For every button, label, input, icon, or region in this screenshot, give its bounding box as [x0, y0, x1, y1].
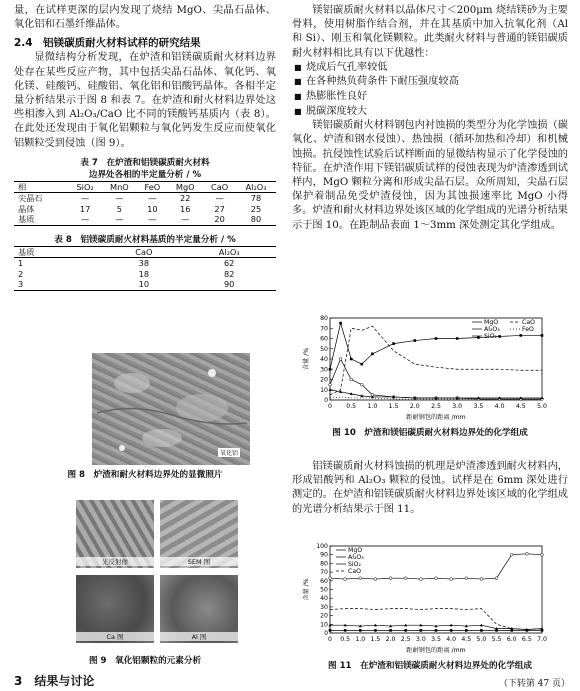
y-tick-label: 30 — [320, 366, 328, 374]
paragraph: 镁铝碳质耐火材料钢包内衬蚀损的类型分为化学蚀损（碳氧化、炉渣和钢水侵蚀）、热蚀损（循环加热和冷却）和机械蚀损。抗侵蚀性试验后试样断面的显微结构显示了化学侵蚀的特征。在炉渣作用下镁铝碳质试样的侵蚀表现为炉渣渗透到试样内，MgO 颗粒分离和形成尖晶石层。众所周知，尖晶石层保护着制品免受炉渣侵蚀，因为其蚀损速率比 MgO 小得多。炉渣和耐火材料边界处该区域的化学组成的光谱分析结果示于图 10。在距制品表面 1～3mm 深处测定其化学组成。 — [292, 120, 568, 231]
table-row — [14, 258, 276, 269]
table-cell: 20 — [203, 214, 236, 225]
x-tick-label: 5.0 — [476, 636, 487, 643]
table-cell: 25 — [250, 203, 262, 214]
table-cell: — — [137, 214, 167, 225]
table-cell: 27 — [214, 203, 225, 214]
x-tick-label: 3.0 — [415, 636, 426, 643]
data-point — [498, 335, 501, 338]
x-tick-label: 3.0 — [452, 403, 463, 410]
x-tick-label: 1.5 — [388, 403, 399, 410]
y-tick-label: 0 — [324, 630, 328, 637]
data-point — [329, 383, 332, 386]
table-header: CaO — [105, 246, 182, 258]
table-cell: 16 — [180, 203, 191, 214]
table-cell: 38 — [138, 258, 150, 269]
data-point — [339, 358, 342, 361]
y-tick-label: 70 — [320, 569, 328, 577]
y-tick-label: 40 — [320, 356, 328, 363]
data-point — [541, 334, 544, 337]
data-point — [480, 629, 483, 632]
x-tick-label: 3.5 — [473, 403, 484, 410]
table-cell: 22 — [180, 193, 191, 204]
x-tick-label: 7.0 — [537, 636, 547, 643]
data-point — [465, 577, 468, 580]
y-tick-label: 50 — [320, 586, 328, 594]
paragraph: 量，在试样更深的层内发现了烧结 MgO、尖晶石晶体、氧化铝和石墨纤维晶体。 — [14, 5, 276, 31]
x-tick-label: 5.5 — [491, 636, 502, 643]
data-point — [477, 336, 480, 339]
table-cell: 基质 — [14, 214, 69, 225]
table-header-row — [14, 246, 276, 258]
y-tick-label: 20 — [320, 376, 328, 384]
bullet-item: ■ 热膨胀性良好 — [292, 90, 568, 105]
x-tick-label: 6.5 — [521, 636, 532, 643]
x-tick-label: 2.5 — [431, 403, 441, 410]
data-point — [392, 342, 395, 345]
x-tick-label: 2.5 — [400, 636, 411, 643]
table-cell: 10 — [147, 203, 158, 214]
data-point — [359, 629, 362, 632]
table-cell: 78 — [250, 193, 262, 204]
continued-note: （下转第 47 页） — [498, 679, 570, 689]
figure-caption: 图 10 炉渣和镁铝碳质耐火材料边界处的化学组成 — [332, 428, 528, 438]
table-cell: — — [215, 193, 224, 204]
region-label: 氧化铝 — [219, 450, 238, 457]
table-cell: 17 — [79, 203, 91, 214]
x-axis-label: 距耐钢包的距离 /mm — [406, 414, 466, 421]
table-cell: 82 — [223, 268, 235, 279]
data-point — [465, 629, 468, 632]
legend-label: FeO — [522, 326, 534, 333]
table-cell: 1 — [18, 258, 24, 269]
data-point — [374, 578, 377, 581]
data-point — [525, 552, 528, 555]
y-axis-label: 含量 /% — [303, 578, 310, 601]
table-cell: — — [115, 193, 124, 204]
plot-frame — [330, 318, 542, 400]
x-tick-label: 4.5 — [515, 403, 526, 410]
data-point — [480, 578, 483, 581]
x-tick-label: 5.0 — [537, 403, 547, 410]
data-point — [404, 629, 407, 632]
table-row — [14, 193, 276, 204]
y-tick-label: 60 — [320, 577, 328, 585]
data-point — [435, 629, 438, 632]
x-tick-label: 3.5 — [431, 636, 441, 643]
table-cell: — — [80, 193, 90, 204]
x-tick-label: 2.0 — [385, 636, 396, 643]
data-point — [339, 322, 342, 325]
data-point — [541, 553, 544, 556]
data-point — [495, 577, 498, 580]
data-point — [359, 577, 362, 580]
legend-label: Al₂O₃ — [484, 326, 500, 333]
table-7 — [14, 157, 276, 226]
section-heading: 2.4 铝镁碳质耐火材料试样的研究结果 — [14, 37, 201, 50]
data-point — [329, 629, 332, 632]
panel-label: SEM 图 — [160, 557, 238, 566]
x-tick-label: 2.0 — [409, 403, 420, 410]
panel-label: Ca 图 — [76, 632, 154, 641]
y-axis-label: 含量 /% — [303, 347, 310, 371]
bullet-item: ■ 脱碳深度较大 — [292, 105, 568, 120]
y-tick-label: 70 — [320, 325, 328, 333]
x-tick-label: 1.0 — [355, 636, 366, 643]
panel-label: 光反射像 — [76, 557, 154, 566]
figure-caption: 图 11 在炉渣和铝镁碳质耐火材料边界处的化学组成 — [327, 661, 532, 671]
table-cell: 18 — [138, 268, 150, 279]
x-tick-label: 4.5 — [461, 636, 472, 643]
bullet-item: ■ 在各种热负荷条件下耐压强度较高 — [292, 75, 568, 90]
y-tick-label: 50 — [320, 345, 328, 353]
y-tick-label: 10 — [320, 386, 328, 394]
x-tick-label: 0 — [328, 403, 332, 410]
table-header: 相 — [14, 181, 69, 193]
data-point — [371, 353, 374, 356]
x-tick-label: 6.0 — [506, 636, 517, 643]
paragraph: 显微结构分析发现，在炉渣和铝镁碳质耐火材料边界处存在某些反应产物，其中包括尖晶石晶体、氧化钙、氧化镁、硅酸钙、硅酸铝、氧化铝和铝酸钙晶体。各相半定量分析结果示于图 8 和表 7。在炉渣和耐火材料边界处这些相渗入到 Al₂O₃/CaO 比不同的镁酸钙基质内（表 8）。在此处还发现由于氧化铝颗粒与氧化钙发生反应而使氧化铝颗粒受到侵蚀（图 9）。 — [14, 52, 276, 149]
fig9-panel-ca — [76, 575, 154, 643]
data-point — [435, 337, 438, 340]
y-tick-label: 90 — [320, 551, 328, 559]
data-point — [419, 578, 422, 581]
data-point — [420, 629, 423, 632]
y-tick-label: 80 — [320, 315, 328, 322]
table-row — [14, 279, 276, 290]
table-cell: 尖晶石 — [18, 193, 43, 204]
data-point — [344, 578, 347, 581]
x-tick-label: 4.0 — [494, 403, 505, 410]
y-tick-label: 80 — [320, 560, 328, 568]
table-row — [14, 204, 276, 215]
table-7-grid — [14, 181, 276, 226]
paragraph: 铝镁碳质耐火材料蚀损的机理是炉渣渗透到耐火材料内，形成铝酸钙和 Al₂O₃ 颗粒的侵蚀。试样是在 6mm 深处进行测定的。在炉渣和铝镁碳质耐火材料边界处该区域的化学组成的光谱分析结果示于图 11。 — [292, 461, 568, 515]
table-cell: 3 — [14, 279, 105, 290]
data-point — [350, 378, 353, 381]
fig9-panel-al — [160, 575, 238, 643]
table-cell: 5 — [116, 203, 122, 214]
table-cell: — — [148, 193, 157, 204]
table-8-grid — [14, 246, 276, 291]
fig9-panel-sem — [160, 500, 238, 568]
y-tick-label: 60 — [320, 335, 328, 343]
panel-label: Al 图 — [160, 632, 238, 641]
table-caption: 表 8 铝镁碳质耐火材料基质的半定量分析 / % — [54, 234, 236, 245]
figure-caption: 图 9 氧化铝颗粒的元素分析 — [88, 656, 202, 666]
y-tick-label: 30 — [320, 603, 328, 611]
data-point — [414, 339, 417, 342]
data-point — [329, 368, 332, 371]
fig9-panel-optical — [76, 500, 154, 568]
y-tick-label: 20 — [320, 612, 328, 620]
y-tick-label: 10 — [320, 621, 328, 629]
table-cell: 2 — [18, 268, 24, 279]
y-tick-label: 100 — [316, 543, 328, 550]
data-point — [344, 629, 347, 632]
data-point — [360, 383, 363, 386]
data-point — [361, 363, 364, 366]
left-column — [14, 0, 276, 291]
table-header: Al₂O₃ — [236, 181, 276, 193]
section-heading: 3 结果与讨论 — [14, 674, 95, 688]
table-cell: — — [69, 214, 102, 225]
right-column — [292, 0, 568, 233]
table-cell: — — [102, 214, 138, 225]
table-header: MnO — [102, 181, 138, 193]
data-point — [435, 577, 438, 580]
legend-label: MgO — [348, 547, 363, 554]
data-point — [510, 553, 513, 556]
paragraph: 镁铝碳质耐火材料以晶体尺寸＜200μm 烧结镁砂为主要骨料，使用树脂作结合剂，并在其基质中加入抗氧化剂（Al 和 Si）、刚玉和氧化镁颗粒。此类耐火材料与普通的镁铝碳质耐火材料相比具有以下优越性： — [292, 5, 568, 59]
figure-caption: 图 8 炉渣和耐火材料边界处的显微照片 — [67, 470, 223, 480]
legend-label: Al₂O₃ — [348, 554, 364, 561]
data-point — [389, 577, 392, 580]
y-tick-label: 40 — [320, 595, 328, 603]
x-tick-label: 0.5 — [346, 403, 357, 410]
table-row — [14, 269, 276, 280]
table-cell: 90 — [182, 279, 276, 290]
x-tick-label: 0.5 — [340, 636, 351, 643]
table-cell: 62 — [223, 258, 235, 269]
data-point — [456, 337, 459, 340]
data-point — [450, 629, 453, 632]
table-header: FeO — [137, 181, 167, 193]
data-point — [404, 577, 407, 580]
table-8 — [14, 234, 276, 291]
data-point — [450, 578, 453, 581]
table-caption: 边界处各相的半定量分析 / % — [88, 169, 202, 180]
table-cell: — — [167, 214, 203, 225]
x-tick-label: 0 — [328, 636, 332, 643]
table-cell: 80 — [236, 214, 276, 225]
table-caption: 表 7 在炉渣和铝镁碳质耐火材料 — [80, 157, 210, 168]
table-cell: 晶体 — [18, 203, 35, 214]
fig10-chart — [300, 312, 550, 422]
data-point — [389, 629, 392, 632]
x-tick-label: 4.0 — [446, 636, 457, 643]
table-cell: 10 — [105, 279, 182, 290]
y-tick-label: 0 — [324, 397, 328, 404]
fig8-micrograph — [92, 353, 250, 465]
legend-label: CaO — [348, 568, 361, 575]
x-tick-label: 1.0 — [367, 403, 378, 410]
table-header: Al₂O₃ — [182, 246, 276, 258]
table-header-row — [14, 181, 276, 193]
table-row — [14, 214, 276, 225]
legend-label: CaO — [522, 319, 535, 326]
x-axis-label: 距耐钢包的距离 /mm — [406, 647, 466, 654]
legend-label: MgO — [484, 319, 499, 326]
table-header: MgO — [167, 181, 203, 193]
table-header: SiO₂ — [69, 181, 102, 193]
fig11-chart — [300, 540, 550, 655]
table-header: 基质 — [14, 246, 105, 258]
data-point — [374, 629, 377, 632]
x-tick-label: 1.5 — [370, 636, 381, 643]
legend-label: SiO₂ — [348, 561, 361, 568]
legend-label: SiO₂ — [484, 333, 497, 340]
data-point — [520, 334, 523, 337]
table-header: CaO — [203, 181, 236, 193]
data-point — [329, 577, 332, 580]
bullet-item: ■ 烧成后气孔率较低 — [292, 61, 568, 76]
data-point — [350, 358, 353, 361]
